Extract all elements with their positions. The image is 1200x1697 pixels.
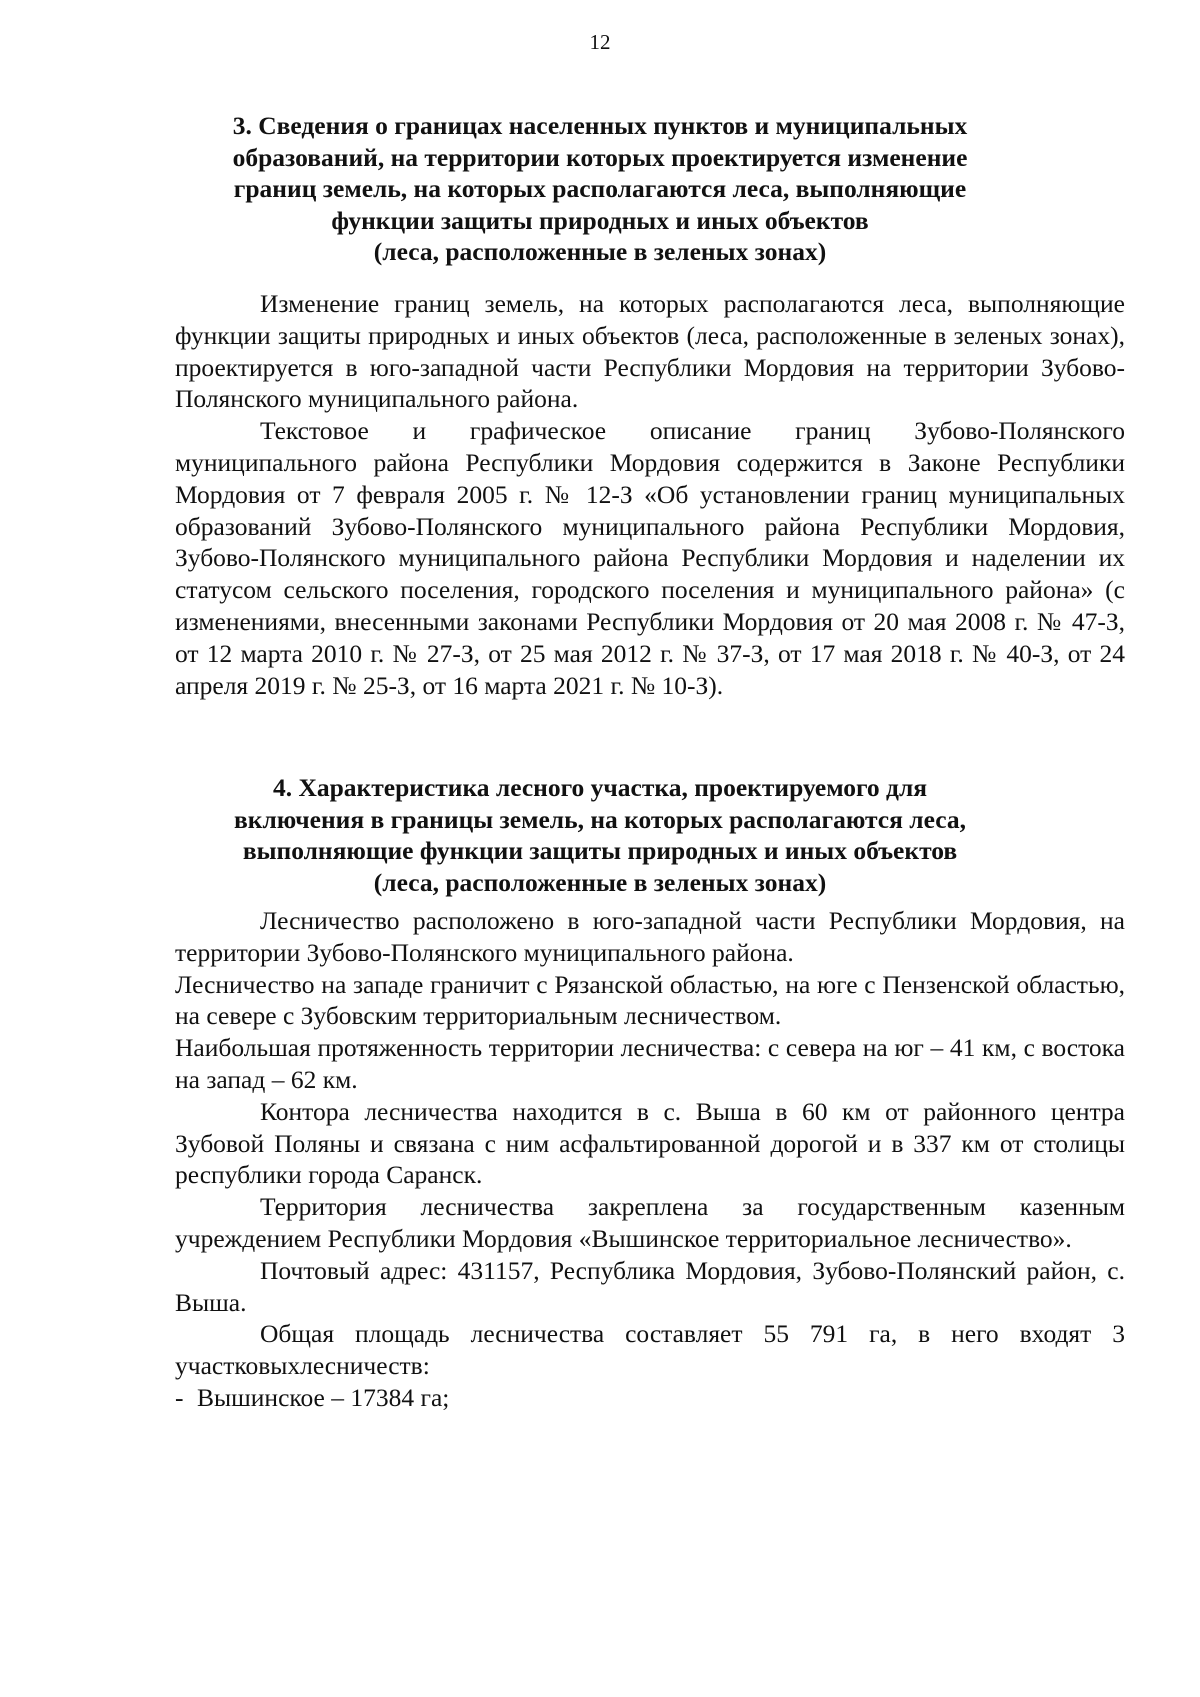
section-4-heading-line: выполняющие функции защиты природных и иных объектов: [242, 836, 958, 865]
section-4-paragraph: Лесничество на западе граничит с Рязанской областью, на юге с Пензенской областью, на севере с Зубовским территориальным лесничеством.: [175, 969, 1125, 1031]
section-3-heading-line: границ земель, на которых располагаются леса, выполняющие: [233, 174, 967, 203]
section-3-heading-line: функции защиты природных и иных объектов: [331, 205, 869, 235]
section-4-paragraph: Лесничество расположено в юго-западной части Республики Мордовия, на территории Зубово-Полянского муниципального района.: [175, 906, 1125, 967]
section-4-heading-line: (леса, расположенные в зеленых зонах): [373, 867, 827, 897]
section-3-paragraph: Изменение границ земель, на которых располагаются леса, выполняющие функции защиты природных и иных объектов (леса, расположенные в зеленых зонах), проектируется в юго-западной части Республики Мордовия на территории Зубово-Полянского муниципального района.: [175, 289, 1125, 414]
section-4-paragraph: Контора лесничества находится в с. Выша в 60 км от районного центра Зубовой Поляны и связана с ним асфальтированной дорогой и в 337 км от столицы республики города Саранск.: [175, 1096, 1125, 1190]
section-4-paragraph: Общая площадь лесничества составляет 55 791 га, в него входят 3 участковыхлесничеств:: [175, 1319, 1125, 1381]
section-3-paragraph: Текстовое и графическое описание границ Зубово-Полянского муниципального района Республики Мордовия содержится в Законе Республики Мордовия от 7 февраля 2005 г. № 12-З «Об установлении границ муниципальных образований Зубово-Полянского муниципального района Республики Мордовия, Зубово-Полянского муниципального района Республики Мордовия и наделении их статусом сельского поселения, городского поселения и муниципального района» (с изменениями, внесенными законами Республики Мордовия от 20 мая 2008 г. № 47-З, от 12 марта 2010 г. № 27-З, от 25 мая 2012 г. № 37-З, от 17 мая 2018 г. № 40-З, от 24 апреля 2019 г. № 25-З, от 16 марта 2021 г. № 10-З).: [175, 416, 1125, 700]
section-3-heading-line: образований, на территории которых проектируется изменение: [232, 142, 968, 172]
list-item-text: Вышинское – 17384 га;: [197, 1382, 450, 1412]
list-item: [175, 1382, 1125, 1414]
section-3-heading: [0, 110, 1200, 268]
section-4-paragraph: Почтовый адрес: 431157, Республика Мордовия, Зубово-Полянский район, с. Выша.: [175, 1255, 1125, 1317]
section-4-paragraph: Наибольшая протяженность территории лесничества: с севера на юг – 41 км, с востока на запад – 62 км.: [175, 1033, 1125, 1094]
section-4-heading-line: 4. Характеристика лесного участка, проектируемого для: [272, 773, 928, 802]
section-4-heading: [0, 772, 1200, 898]
section-4-body: [175, 905, 1125, 1414]
section-3-heading-line: 3. Сведения о границах населенных пунктов и муниципальных: [232, 111, 968, 140]
list-marker: -: [175, 1382, 184, 1412]
section-4-paragraph: Территория лесничества закреплена за государственным казенным учреждением Республики Мордовия «Вышинское территориальное лесничество».: [175, 1192, 1125, 1253]
page-number: 12: [589, 30, 611, 54]
section-3-heading-line: (леса, расположенные в зеленых зонах): [373, 237, 827, 266]
section-4-heading-line: включения в границы земель, на которых располагаются леса,: [233, 804, 966, 834]
section-3-body: [175, 288, 1125, 701]
